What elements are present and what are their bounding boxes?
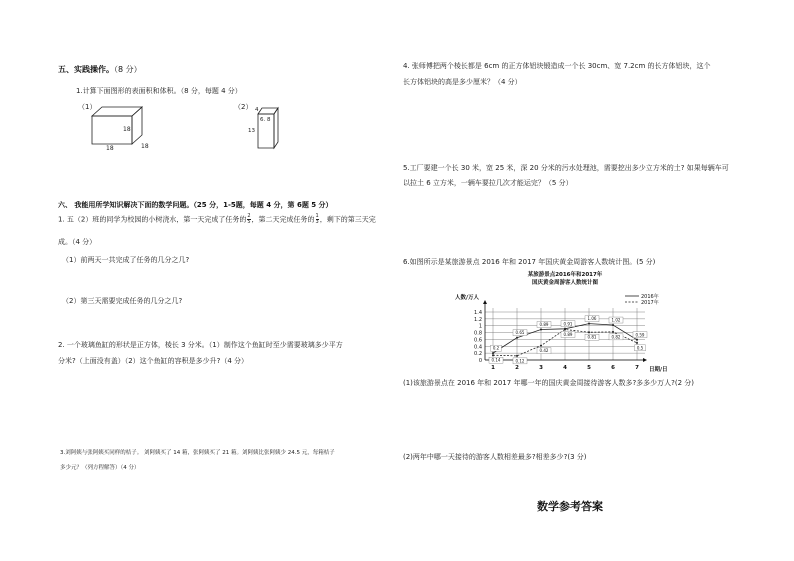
chart-data-label: 0.42 [539, 348, 549, 354]
chart-x-tick-label: 4 [563, 365, 567, 371]
cube-dim-c: 18 [141, 143, 149, 150]
chart-data-label: 0.89 [563, 331, 573, 337]
chart-data-label: 0.59 [635, 332, 645, 338]
chart-y-tick-label: 0 [478, 358, 482, 364]
fraction-two-fifths [247, 214, 250, 225]
cube-dim-a: 18 [123, 126, 131, 133]
s6-q1-line-1 [58, 214, 376, 225]
chart-x-tick-label: 6 [611, 365, 615, 371]
chart-title: 某旅游景点2016年和2017年 [527, 272, 603, 278]
chart-data-label: 0.14 [491, 357, 501, 363]
q6-sub-2: (2)两年中哪一天接待的游客人数相差最多?相差多少?(3 分) [403, 453, 587, 461]
chart-point [612, 331, 614, 333]
s6-q2-line-2: 分米?（上面没有盖）（2）这个鱼缸的容积是多少升?（4 分） [58, 357, 249, 365]
section-6-title: 六、 我能用所学知识解决下面的数学问题。（25 分，1-5题，每题 4 分，第 6题 5 分） [58, 201, 333, 209]
chart-data-label: 1.02 [611, 317, 621, 323]
s6-q1-sub-2: （2）第三天需要完成任务的几分之几? [62, 297, 183, 305]
chart-subtitle: 国庆黄金周游客人数统计图 [531, 280, 599, 286]
chart-x-tick-label: 3 [539, 365, 543, 371]
chart-y-axis-arrow [483, 300, 487, 304]
s6-q2-line-1: 2. 一个玻璃鱼缸的形状是正方体，棱长 3 分米。（1）制作这个鱼缸时至少需要玻璃多少平方 [58, 341, 343, 349]
chart-y-tick-label: 1 [478, 323, 482, 330]
chart-point [564, 328, 566, 330]
chart-data-label: 0.82 [611, 334, 621, 340]
figure-1-label: （1） [78, 103, 97, 111]
answer-key-title: 数学参考答案 [537, 500, 603, 513]
chart-data-label: 0.89 [539, 321, 549, 327]
chart-data-label: 0.91 [563, 321, 573, 327]
section-5-heading [58, 64, 142, 75]
tourist-line-chart [455, 268, 695, 380]
section-5-title: 五、实践操作。 [58, 65, 114, 74]
s6-q1-text-a: 1. 五（2）班的同学为校园的小树浇水，第一天完成了任务的 [58, 215, 247, 224]
q4-line-2: 长方体铝块的高是多少厘米？（4 分） [403, 78, 522, 86]
chart-x-tick-label: 7 [635, 365, 639, 371]
chart-x-tick-label: 1 [491, 365, 495, 371]
chart-x-tick-label: 5 [587, 365, 591, 371]
chart-legend-label: 2017年 [641, 300, 659, 306]
chart-y-tick-label: 0.6 [474, 337, 482, 344]
s6-q3-line-1: 3.刘阿姨与张阿姨买同样的桔子。 刘阿姨买了 14 箱，张阿姨买了 21 箱。刘阿姨比张阿姨少 24.5 元，每箱桔子 [60, 450, 335, 456]
s5-question-1: 1.计算下面图形的表面积和体积。（8 分，每题 4 分） [76, 87, 242, 95]
chart-data-label: 0.81 [587, 334, 597, 340]
chart-data-label: 0.65 [515, 330, 525, 336]
fraction-1-denominator: 5 [247, 219, 251, 225]
chart-data-label: 1.06 [587, 316, 597, 322]
chart-point [492, 352, 494, 354]
chart-point [588, 323, 590, 325]
chart-x-tick-label: 2 [515, 365, 519, 371]
chart-point [516, 337, 518, 339]
cuboid-dim-b: 6. 8 [260, 117, 271, 123]
s6-q3-line-2: 多少元？（列方程解答）（4 分） [60, 465, 140, 471]
q6-sub-1: (1)该旅游景点在 2016 年和 2017 年哪一年的国庆黄金周接待游客人数多?多多少万人?(2 分) [403, 379, 695, 387]
fraction-2-denominator: 3 [315, 219, 319, 225]
chart-point [636, 342, 638, 344]
chart-y-axis-label: 人数/万人 [455, 295, 480, 301]
fraction-one-third [316, 214, 319, 225]
chart-y-tick-label: 0.8 [474, 330, 482, 337]
chart-x-axis-arrow [643, 358, 647, 362]
chart-legend-label: 2016年 [641, 294, 659, 300]
chart-x-axis-label: 日期/日 [649, 367, 668, 373]
s6-q1-text-b: ，第二天完成任务的 [251, 215, 315, 224]
chart-point [612, 324, 614, 326]
cuboid-figure [244, 102, 284, 150]
chart-y-tick-label: 1.2 [474, 316, 482, 323]
s6-q1-sub-1: （1）前两天一共完成了任务的几分之几? [62, 256, 190, 264]
cuboid-dim-a: 4 [255, 107, 259, 113]
chart-y-tick-label: 0.2 [474, 351, 482, 358]
chart-data-label: 0.12 [515, 358, 525, 364]
chart-point [516, 355, 518, 357]
q6-line-1: 6.如图所示是某旅游景点 2016 年和 2017 年国庆黄金周游客人数统计图。(5 分) [403, 258, 656, 266]
chart-data-label: 0.2 [492, 345, 500, 351]
chart-point [588, 331, 590, 333]
q4-line-1: 4. 张师傅把两个棱长都是 6cm 的正方体铝块锻造成一个长 30cm、宽 7.2cm 的长方体铝块，这个 [403, 62, 711, 70]
cube-figure [88, 104, 160, 152]
q5-line-1: 5.工厂要建一个长 30 米，宽 25 米，深 20 分米的污水处理池，需要挖出多少立方米的土? 如果每辆车可 [403, 164, 729, 172]
s6-q1-text-c: ，剩下的第三天完 [319, 215, 376, 224]
fraction-1-numerator: 2 [247, 213, 251, 219]
cube-dim-b: 18 [106, 145, 114, 152]
chart-point [540, 345, 542, 347]
chart-point [636, 339, 638, 341]
cuboid-dim-c: 13 [248, 128, 255, 134]
q5-line-2: 以拉土 6 立方米，一辆车要拉几次才能运完？（5 分） [403, 179, 573, 187]
chart-labels [455, 270, 668, 373]
s6-q1-line-2: 成。（4 分） [58, 238, 97, 246]
chart-point [540, 328, 542, 330]
chart-data-label: 0.5 [636, 345, 644, 351]
section-5-score: （8 分） [114, 65, 142, 74]
chart-y-tick-label: 1.4 [474, 310, 482, 316]
fraction-2-numerator: 1 [315, 213, 319, 219]
chart-y-tick-label: 0.4 [474, 344, 482, 351]
chart-point [492, 354, 494, 356]
figure-2-label: （2） [234, 103, 253, 111]
